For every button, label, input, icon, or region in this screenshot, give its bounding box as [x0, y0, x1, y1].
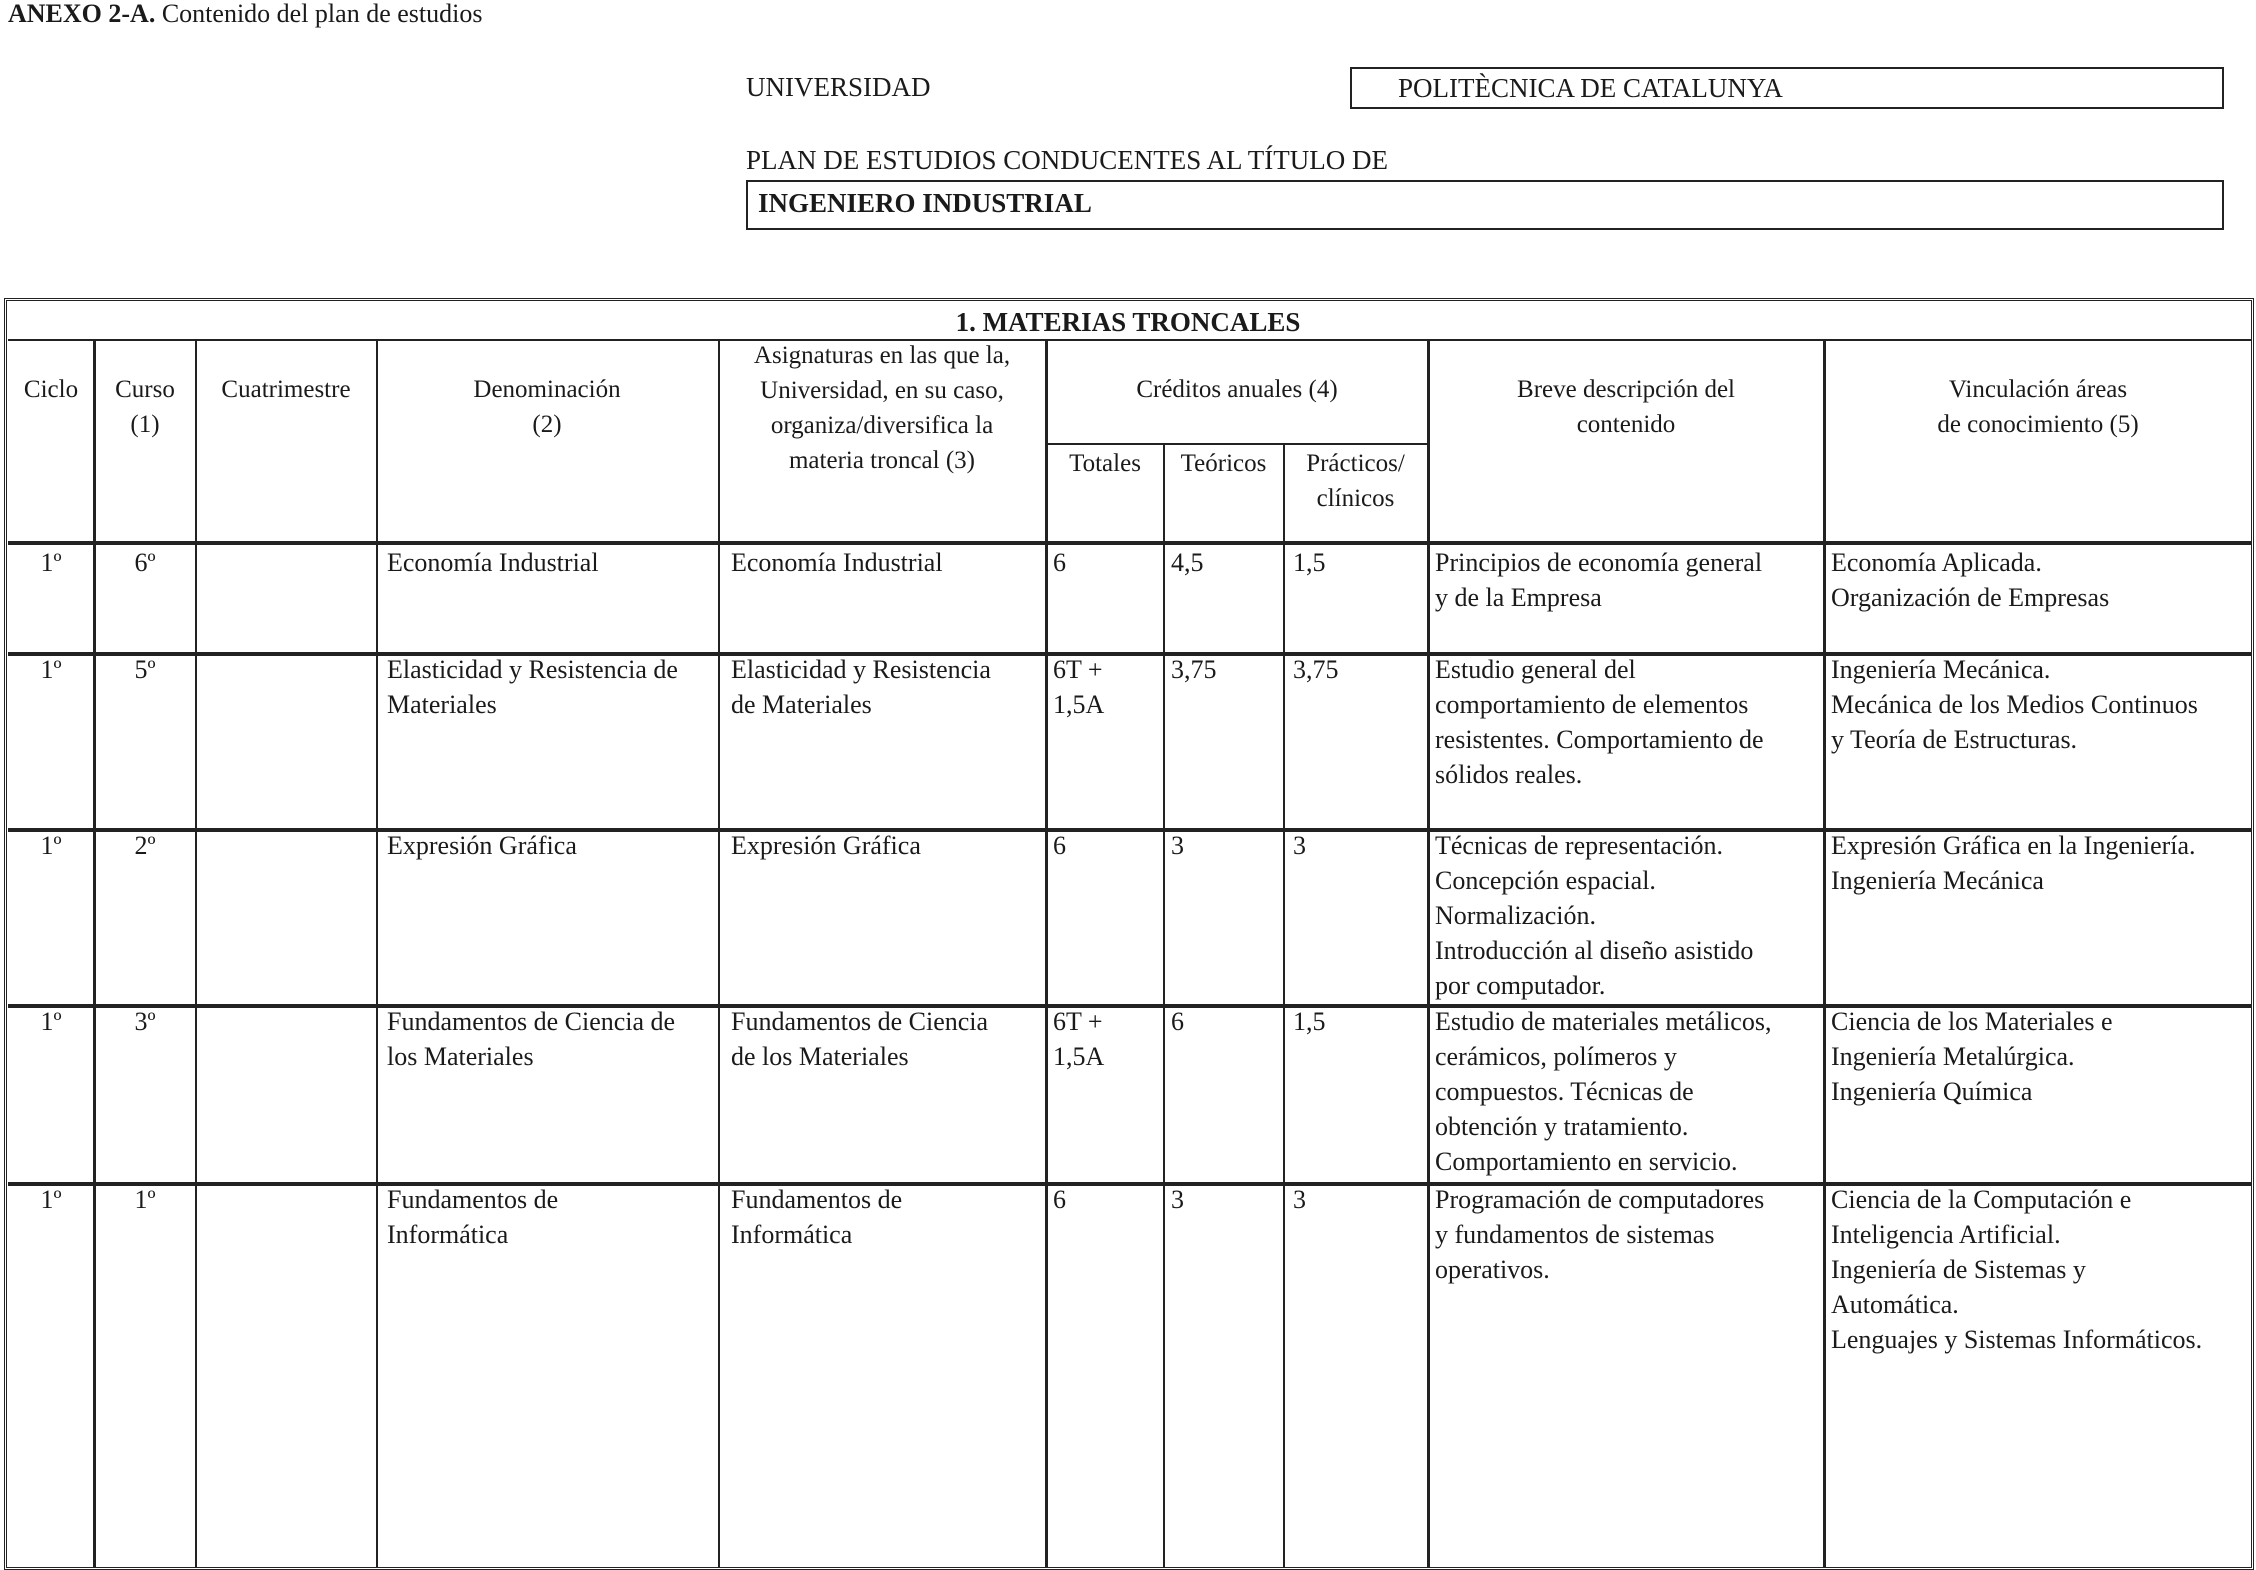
cell-vinculacion: Economía Aplicada. Organización de Empresas [1831, 548, 2110, 612]
university-label: UNIVERSIDAD [746, 72, 931, 102]
cell-practicos: 3 [1293, 1185, 1306, 1214]
col-header-cuatrimestre: Cuatrimestre [221, 376, 351, 403]
cell-totales: 6 [1053, 548, 1066, 577]
cell-asignaturas: Fundamentos de Informática [731, 1185, 903, 1249]
cell-curso: 3º [134, 1007, 156, 1036]
plan-label: PLAN DE ESTUDIOS CONDUCENTES AL TÍTULO DE [746, 145, 1388, 175]
cell-denominacion: Fundamentos de Ciencia de los Materiales [387, 1007, 676, 1071]
cell-descripcion: Estudio general del comportamiento de elementos resistentes. Comportamiento de sólidos reales. [1435, 655, 1764, 789]
materias-troncales-table [4, 298, 2254, 1570]
col-sep [1823, 339, 1826, 1568]
cell-curso: 6º [134, 548, 156, 577]
col-header-curso: Curso (1) [115, 376, 175, 438]
cell-teoricos: 3 [1171, 831, 1184, 860]
cell-denominacion: Expresión Gráfica [387, 831, 577, 860]
cell-teoricos: 3,75 [1171, 655, 1217, 684]
cell-totales: 6T + 1,5A [1053, 655, 1105, 719]
university-value: POLITÈCNICA DE CATALUNYA [1350, 67, 2224, 109]
cell-curso: 1º [134, 1185, 156, 1214]
cell-descripcion: Programación de computadores y fundamentos de sistemas operativos. [1435, 1185, 1765, 1284]
cell-ciclo: 1º [40, 831, 62, 860]
col-sep [718, 339, 720, 1568]
cell-teoricos: 3 [1171, 1185, 1184, 1214]
col-header-totales: Totales [1069, 450, 1141, 477]
cell-asignaturas: Economía Industrial [731, 548, 943, 577]
annex-label: ANEXO 2-A. [8, 0, 156, 28]
col-header-creditos: Créditos anuales (4) [1136, 376, 1338, 403]
cell-curso: 5º [134, 655, 156, 684]
col-sep [1045, 339, 1048, 1568]
col-header-practicos: Prácticos/ clínicos [1306, 450, 1405, 512]
cell-ciclo: 1º [40, 1007, 62, 1036]
annex-heading [8, 0, 482, 28]
cell-practicos: 3 [1293, 831, 1306, 860]
cell-asignaturas: Elasticidad y Resistencia de Materiales [731, 655, 991, 719]
cell-asignaturas: Expresión Gráfica [731, 831, 921, 860]
cell-descripcion: Estudio de materiales metálicos, cerámicos, polímeros y compuestos. Técnicas de obtención y tratamiento. Comportamiento en servicio. [1435, 1007, 1772, 1176]
cell-vinculacion: Expresión Gráfica en la Ingeniería. Ingeniería Mecánica [1831, 831, 2196, 895]
annex-text: Contenido del plan de estudios [155, 0, 483, 28]
section-title: 1. MATERIAS TRONCALES [955, 307, 1301, 337]
cell-denominacion: Fundamentos de Informática [387, 1185, 559, 1249]
col-header-denominacion: Denominación (2) [473, 376, 621, 438]
cell-vinculacion: Ciencia de la Computación e Inteligencia Artificial. Ingeniería de Sistemas y Automática. Lenguajes y Sistemas Informáticos. [1831, 1185, 2203, 1354]
degree-title: INGENIERO INDUSTRIAL [746, 180, 2224, 230]
col-header-teoricos: Teóricos [1180, 450, 1267, 477]
cell-descripcion: Principios de economía general y de la Empresa [1435, 548, 1763, 612]
cell-totales: 6T + 1,5A [1053, 1007, 1105, 1071]
header-top-line [8, 339, 2252, 341]
cell-practicos: 3,75 [1293, 655, 1339, 684]
col-sep [376, 339, 378, 1568]
col-sep [195, 339, 197, 1568]
credits-sub-line [1045, 443, 1427, 445]
cell-teoricos: 4,5 [1171, 548, 1204, 577]
col-sep [1427, 339, 1430, 1568]
cell-totales: 6 [1053, 1185, 1066, 1214]
cell-totales: 6 [1053, 831, 1066, 860]
col-header-ciclo: Ciclo [23, 376, 79, 403]
cell-denominacion: Economía Industrial [387, 548, 599, 577]
cell-denominacion: Elasticidad y Resistencia de Materiales [387, 655, 678, 719]
col-header-asignaturas: Asignaturas en las que la, Universidad, en su caso, organiza/diversifica la materia troncal (3) [753, 342, 1011, 474]
col-sep [93, 339, 96, 1568]
cell-descripcion: Técnicas de representación. Concepción espacial. Normalización. Introducción al diseño asistido por computador. [1435, 831, 1754, 1000]
cell-vinculacion: Ingeniería Mecánica. Mecánica de los Medios Continuos y Teoría de Estructuras. [1831, 655, 2198, 754]
cell-practicos: 1,5 [1293, 1007, 1326, 1036]
col-header-descripcion: Breve descripción del contenido [1517, 376, 1735, 438]
cell-ciclo: 1º [40, 655, 62, 684]
cell-asignaturas: Fundamentos de Ciencia de los Materiales [731, 1007, 989, 1071]
col-header-vinculacion: Vinculación áreas de conocimiento (5) [1937, 376, 2139, 438]
cell-ciclo: 1º [40, 548, 62, 577]
cell-practicos: 1,5 [1293, 548, 1326, 577]
cell-ciclo: 1º [40, 1185, 62, 1214]
cell-curso: 2º [134, 831, 156, 860]
cell-teoricos: 6 [1171, 1007, 1184, 1036]
cell-vinculacion: Ciencia de los Materiales e Ingeniería Metalúrgica. Ingeniería Química [1831, 1007, 2113, 1106]
